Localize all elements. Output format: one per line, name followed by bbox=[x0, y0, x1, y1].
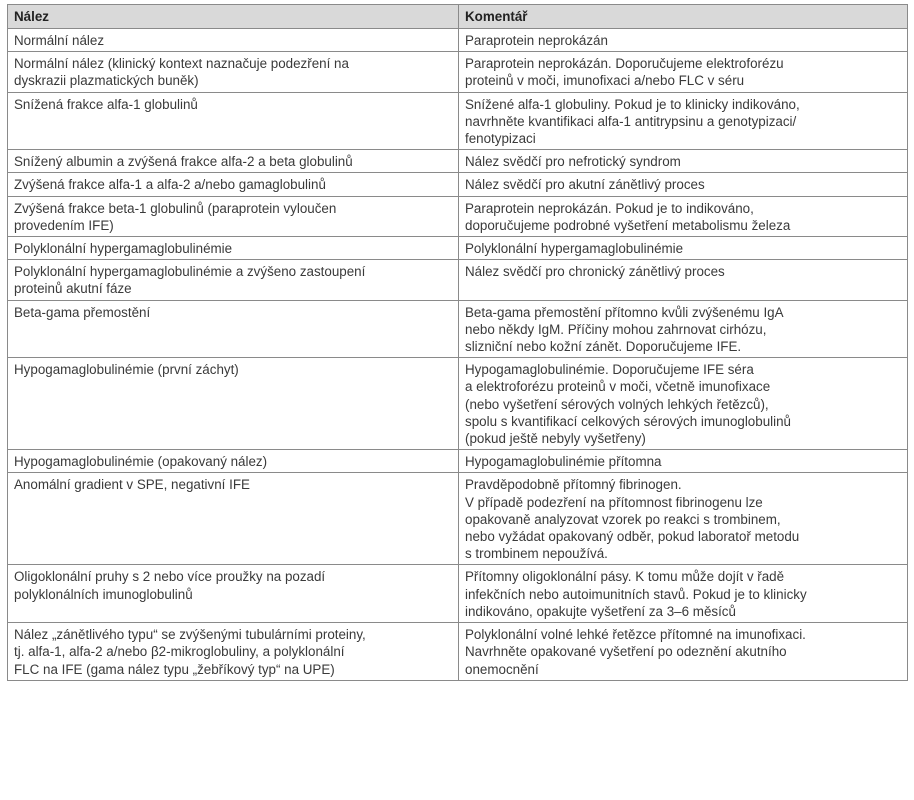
comment-text-line: nebo vyžádat opakovaný odběr, pokud laboratoř metodu bbox=[465, 529, 800, 545]
finding-cell bbox=[8, 358, 459, 450]
finding-text-line: Beta-gama přemostění bbox=[14, 304, 151, 320]
comment-cell bbox=[459, 237, 908, 260]
finding-cell bbox=[8, 92, 459, 150]
finding-text-line: provedením IFE) bbox=[14, 217, 114, 233]
comment-text-line: proteinů v moči, imunofixaci a/nebo FLC v séru bbox=[465, 73, 745, 89]
finding-text-line: FLC na IFE (gama nález typu „žebříkový typ“ na UPE) bbox=[14, 661, 335, 677]
finding-cell bbox=[8, 565, 459, 623]
finding-text-line: proteinů akutní fáze bbox=[14, 281, 132, 297]
comment-cell bbox=[459, 196, 908, 236]
comment-text-line: Paraprotein neprokázán. Pokud je to indikováno, bbox=[465, 200, 754, 216]
finding-text-line: Normální nález (klinický kontext naznačuje podezření na bbox=[14, 56, 349, 72]
table-row bbox=[8, 52, 908, 92]
comment-text-line: Paraprotein neprokázán. Doporučujeme elektroforézu bbox=[465, 56, 784, 72]
finding-cell bbox=[8, 473, 459, 565]
comment-text-line: s trombinem nepoužívá. bbox=[465, 546, 608, 562]
findings-table bbox=[7, 4, 908, 681]
finding-cell bbox=[8, 29, 459, 52]
table-row bbox=[8, 300, 908, 358]
findings-table-container bbox=[7, 4, 908, 681]
comment-text-line: spolu s kvantifikací celkových sérových imunoglobulinů bbox=[465, 413, 791, 429]
header-comment: Komentář bbox=[459, 5, 908, 29]
finding-text-line: dyskrazii plazmatických buněk) bbox=[14, 73, 199, 89]
finding-cell bbox=[8, 52, 459, 92]
finding-text-line: Zvýšená frakce beta-1 globulinů (paraprotein vyloučen bbox=[14, 200, 337, 216]
table-row bbox=[8, 358, 908, 450]
finding-cell bbox=[8, 196, 459, 236]
finding-cell bbox=[8, 150, 459, 173]
comment-text-line: a elektroforézu proteinů v moči, včetně imunofixace bbox=[465, 379, 771, 395]
comment-text-line: Hypogamaglobulinémie přítomna bbox=[465, 454, 662, 470]
comment-text-line: Nález svědčí pro chronický zánětlivý proces bbox=[465, 264, 725, 280]
finding-text-line: Hypogamaglobulinémie (první záchyt) bbox=[14, 362, 239, 378]
comment-text-line: indikováno, opakujte vyšetření za 3–6 měsíců bbox=[465, 603, 736, 619]
header-finding: Nález bbox=[8, 5, 459, 29]
comment-cell bbox=[459, 623, 908, 681]
table-row bbox=[8, 237, 908, 260]
table-header-row bbox=[8, 5, 908, 29]
comment-cell bbox=[459, 150, 908, 173]
comment-text-line: V případě podezření na přítomnost fibrinogenu lze bbox=[465, 494, 763, 510]
table-row bbox=[8, 260, 908, 300]
finding-text-line: Normální nález bbox=[14, 33, 105, 48]
comment-cell bbox=[459, 29, 908, 52]
table-row bbox=[8, 150, 908, 173]
finding-text-line: Snížený albumin a zvýšená frakce alfa-2 a beta globulinů bbox=[14, 154, 353, 170]
finding-text-line: Anomální gradient v SPE, negativní IFE bbox=[14, 477, 250, 493]
comment-cell bbox=[459, 92, 908, 150]
finding-text-line: Polyklonální hypergamaglobulinémie a zvýšeno zastoupení bbox=[14, 264, 366, 280]
comment-text-line: navrhněte kvantifikaci alfa-1 antitrypsinu a genotypizaci/ bbox=[465, 113, 797, 129]
table-row bbox=[8, 29, 908, 52]
comment-text-line: Paraprotein neprokázán bbox=[465, 33, 608, 48]
finding-cell bbox=[8, 260, 459, 300]
comment-text-line: opakovaně analyzovat vzorek po reakci s trombinem, bbox=[465, 511, 781, 527]
table-row bbox=[8, 92, 908, 150]
finding-cell bbox=[8, 623, 459, 681]
comment-text-line: Pravděpodobně přítomný fibrinogen. bbox=[465, 477, 682, 493]
table-row bbox=[8, 623, 908, 681]
finding-cell bbox=[8, 173, 459, 196]
comment-text-line: Nález svědčí pro akutní zánětlivý proces bbox=[465, 177, 705, 193]
comment-text-line: Navrhněte opakované vyšetření po odeznění akutního bbox=[465, 644, 787, 660]
finding-text-line: Snížená frakce alfa-1 globulinů bbox=[14, 96, 198, 112]
comment-cell bbox=[459, 300, 908, 358]
finding-text-line: Zvýšená frakce alfa-1 a alfa-2 a/nebo gamaglobulinů bbox=[14, 177, 326, 193]
finding-cell bbox=[8, 450, 459, 473]
comment-text-line: (pokud ještě nebyly vyšetřeny) bbox=[465, 431, 646, 447]
comment-text-line: Polyklonální hypergamaglobulinémie bbox=[465, 241, 684, 257]
finding-text-line: Hypogamaglobulinémie (opakovaný nález) bbox=[14, 454, 268, 470]
finding-text-line: polyklonálních imunoglobulinů bbox=[14, 586, 193, 602]
comment-text-line: Beta-gama přemostění přítomno kvůli zvýšenému IgA bbox=[465, 304, 784, 320]
comment-cell bbox=[459, 260, 908, 300]
comment-text-line: fenotypizaci bbox=[465, 131, 536, 147]
comment-text-line: infekčních nebo autoimunitních stavů. Pokud je to klinicky bbox=[465, 586, 807, 602]
finding-cell bbox=[8, 300, 459, 358]
comment-text-line: doporučujeme podrobné vyšetření metabolismu železa bbox=[465, 217, 791, 233]
comment-cell bbox=[459, 358, 908, 450]
comment-cell bbox=[459, 173, 908, 196]
comment-text-line: Přítomny oligoklonální pásy. K tomu může dojít v řadě bbox=[465, 569, 785, 585]
comment-text-line: slizniční nebo kožní zánět. Doporučujeme IFE. bbox=[465, 339, 742, 355]
comment-cell bbox=[459, 473, 908, 565]
comment-cell bbox=[459, 565, 908, 623]
comment-text-line: (nebo vyšetření sérových volných lehkých řetězců), bbox=[465, 396, 769, 412]
table-row bbox=[8, 565, 908, 623]
comment-text-line: Polyklonální volné lehké řetězce přítomné na imunofixaci. bbox=[465, 627, 806, 643]
finding-text-line: Polyklonální hypergamaglobulinémie bbox=[14, 241, 233, 257]
table-row bbox=[8, 473, 908, 565]
comment-text-line: nebo někdy IgM. Příčiny mohou zahrnovat cirhózu, bbox=[465, 321, 767, 337]
comment-cell bbox=[459, 450, 908, 473]
finding-text-line: Nález „zánětlivého typu“ se zvýšenými tubulárními proteiny, bbox=[14, 627, 366, 643]
comment-text-line: Snížené alfa-1 globuliny. Pokud je to klinicky indikováno, bbox=[465, 96, 800, 112]
finding-cell bbox=[8, 237, 459, 260]
table-row bbox=[8, 173, 908, 196]
comment-cell bbox=[459, 52, 908, 92]
comment-text-line: Nález svědčí pro nefrotický syndrom bbox=[465, 154, 681, 170]
table-row bbox=[8, 196, 908, 236]
table-row bbox=[8, 450, 908, 473]
finding-text-line: tj. alfa-1, alfa-2 a/nebo β2-mikroglobuliny, a polyklonální bbox=[14, 644, 345, 660]
finding-text-line: Oligoklonální pruhy s 2 nebo více proužky na pozadí bbox=[14, 569, 326, 585]
comment-text-line: Hypogamaglobulinémie. Doporučujeme IFE séra bbox=[465, 362, 754, 378]
comment-text-line: onemocnění bbox=[465, 661, 539, 677]
table-body bbox=[8, 29, 908, 681]
